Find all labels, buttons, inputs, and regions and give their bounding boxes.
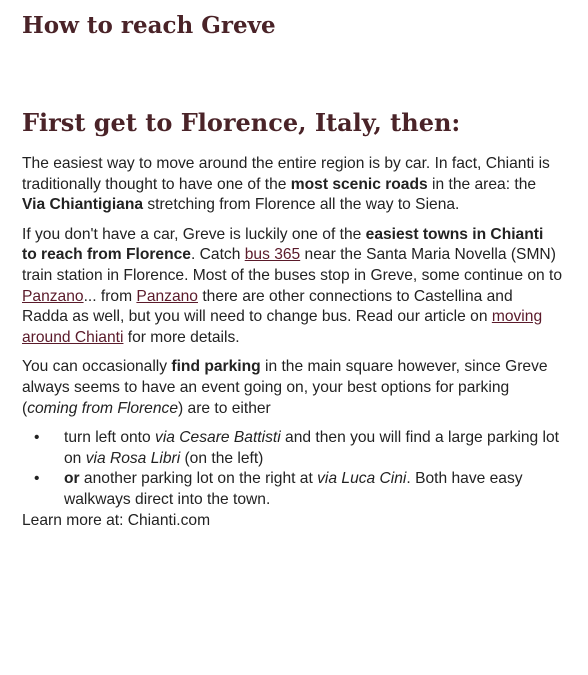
panzano-link-2[interactable]: Panzano xyxy=(136,287,198,305)
bold-text: Via Chiantigiana xyxy=(22,196,144,214)
text: another parking lot on the right at xyxy=(79,470,318,488)
bold-text: easiest towns in Chianti to reach from Florence xyxy=(22,225,544,264)
text: in the main square however, since Greve always seems to have an event going on, your best options for parking ( xyxy=(22,358,548,417)
paragraph-parking xyxy=(22,357,562,419)
text: . Both have easy walkways direct into the town. xyxy=(64,470,523,508)
bold-text: or xyxy=(64,470,80,488)
moving-around-chianti-link[interactable]: moving around Chianti xyxy=(22,308,543,346)
text: and then you will find a large parking lot on xyxy=(64,429,559,467)
text: ... from xyxy=(83,287,137,305)
text: turn left onto xyxy=(64,429,156,447)
text: The easiest way to move around the entire region is by car. In fact, Chianti is traditionally thought to have one of the xyxy=(22,155,550,193)
bullet-icon: • xyxy=(34,470,40,488)
bold-text: most scenic roads xyxy=(290,175,428,193)
page-title: How to reach Greve xyxy=(22,12,276,39)
section-heading: First get to Florence, Italy, then: xyxy=(22,108,461,137)
paragraph-bus xyxy=(22,225,562,349)
text: for more details. xyxy=(123,328,240,346)
text: there are other connections to Castellina and Radda as well, but you will need to change bus. Read our article on xyxy=(22,287,513,326)
text: You can occasionally xyxy=(22,358,172,376)
italic-text: coming from Florence xyxy=(27,399,178,417)
bullet-icon: • xyxy=(34,429,40,447)
panzano-link[interactable]: Panzano xyxy=(22,287,84,305)
text: near the Santa Maria Novella (SMN) train station in Florence. Most of the buses stop in Greve, some continue on to xyxy=(22,246,563,284)
text: ) are to either xyxy=(178,399,271,417)
text: . Catch xyxy=(190,246,245,264)
italic-text: via Rosa Libri xyxy=(85,449,181,467)
list-item xyxy=(22,469,562,510)
learn-more-text: Learn more at: Chianti.com xyxy=(22,511,211,529)
text: (on the left) xyxy=(180,449,264,467)
bold-text: find parking xyxy=(171,358,261,376)
bus-365-link[interactable]: bus 365 xyxy=(244,246,301,264)
text: If you don't have a car, Greve is luckily one of the xyxy=(22,225,366,243)
italic-text: via Cesare Battisti xyxy=(155,429,281,447)
text: in the area: the xyxy=(427,175,537,193)
parking-options-list xyxy=(22,428,562,510)
text: stretching from Florence all the way to Siena. xyxy=(143,196,460,214)
list-item xyxy=(22,428,562,469)
paragraph-car xyxy=(22,154,562,216)
italic-text: via Luca Cini xyxy=(317,470,407,488)
article-body xyxy=(22,154,562,531)
